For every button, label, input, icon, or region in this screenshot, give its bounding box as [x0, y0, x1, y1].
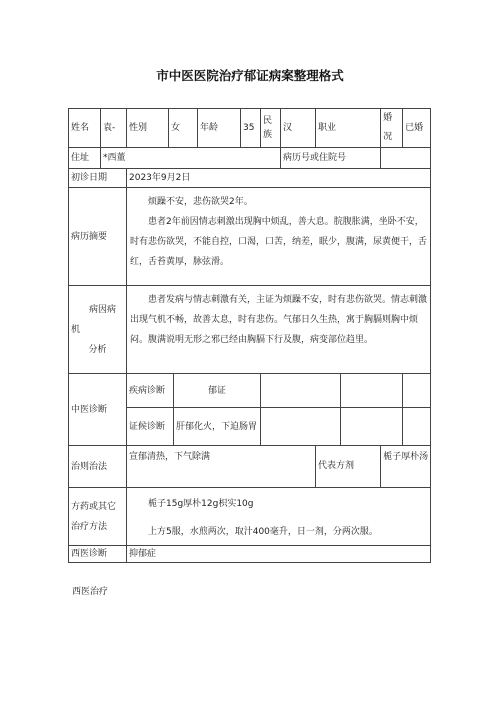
etiology-label: 病因病机	[71, 304, 117, 335]
disease-extra-cell	[261, 374, 341, 408]
disease-extra-cell-2	[341, 374, 403, 408]
prescription-label: 方药或其它治疗方法	[69, 488, 127, 546]
syndrome-diagnosis-value: 肝郁化火，下迫肠胃	[174, 408, 261, 446]
syndrome-extra-cell-3	[403, 408, 431, 446]
marital-value: 已婚	[403, 109, 431, 148]
etiology-row	[69, 286, 431, 374]
tcm-diagnosis-label: 中医诊断	[69, 374, 127, 446]
western-treatment-heading: 西医治疗	[72, 587, 109, 597]
etiology-content	[127, 286, 431, 374]
record-number-label: 病历号或住院号	[281, 148, 381, 169]
western-diagnosis-label: 西医诊断	[69, 546, 127, 563]
age-label: 年龄	[198, 109, 241, 148]
history-description: 患者2年前因情志刺激出现胸中烦乱，善大息。脘腹胀满，坐卧不安，时有悲伤欲哭，不能自控，口渴，口苦，纳差，眠少，腹满，尿黄便干，舌红，舌苔黄厚，脉弦滑。	[130, 217, 428, 267]
record-number-value	[381, 148, 431, 169]
syndrome-diagnosis-label: 证候诊断	[127, 408, 174, 446]
address-row	[69, 148, 431, 169]
first-visit-label: 初诊日期	[69, 169, 127, 188]
occupation-label: 职业	[316, 109, 381, 148]
western-diagnosis-value: 抑郁症	[127, 546, 431, 563]
name-label: 姓名	[69, 109, 101, 148]
sex-value: 女	[169, 109, 198, 148]
history-chief-complaint: 烦躁不安，悲伤欲哭2年。	[148, 197, 253, 207]
history-content	[127, 188, 431, 286]
disease-extra-cell-3	[403, 374, 431, 408]
history-label: 病历摘要	[69, 188, 127, 286]
syndrome-extra-cell-2	[341, 408, 403, 446]
prescription-instructions: 上方5服，水煎两次，取汁400毫升，日一剂，分两次服。	[148, 527, 378, 537]
page-title: 市中医医院治疗郁证病案整理格式	[156, 68, 344, 83]
tcm-disease-row	[69, 374, 431, 408]
treatment-value: 宣郁清热，下气除满	[127, 446, 316, 488]
disease-diagnosis-value: 郁证	[174, 374, 261, 408]
formula-label: 代表方剂	[316, 446, 381, 488]
address-label: 住址	[69, 148, 101, 169]
etiology-label-suffix: 分析	[88, 344, 107, 355]
sex-label: 性别	[127, 109, 169, 148]
marital-label: 婚况	[381, 109, 403, 148]
etiology-label-cell	[69, 286, 127, 374]
first-visit-value: 2023年9月2日	[127, 169, 431, 188]
age-value: 35	[241, 109, 261, 148]
syndrome-extra-cell	[261, 408, 341, 446]
treatment-row	[69, 446, 431, 488]
ethnicity-label: 民族	[261, 109, 281, 148]
treatment-label: 治则治法	[69, 446, 127, 488]
etiology-analysis: 患者发病与情志刺激有关，主证为烦躁不安，时有悲伤欲哭。情志刺激出现气机不畅，故善太息，时有悲伤。气郁日久生热，寓于胸膈则胸中烦闷。腹满说明无形之邪已经由胸膈下行及腹，病变部位趋里。	[130, 295, 428, 345]
patient-info-row	[69, 109, 431, 148]
address-value: *西董	[101, 148, 281, 169]
name-value: 袁-	[101, 109, 127, 148]
disease-diagnosis-label: 疾病诊断	[127, 374, 174, 408]
western-diagnosis-row	[69, 546, 431, 563]
first-visit-row	[69, 169, 431, 188]
case-record-table	[68, 108, 431, 563]
history-row	[69, 188, 431, 286]
ethnicity-value: 汉	[281, 109, 316, 148]
formula-value: 栀子厚朴汤	[381, 446, 431, 488]
prescription-herbs: 栀子15g厚朴12g枳实10g	[148, 499, 254, 509]
prescription-content	[127, 488, 431, 546]
prescription-row	[69, 488, 431, 546]
